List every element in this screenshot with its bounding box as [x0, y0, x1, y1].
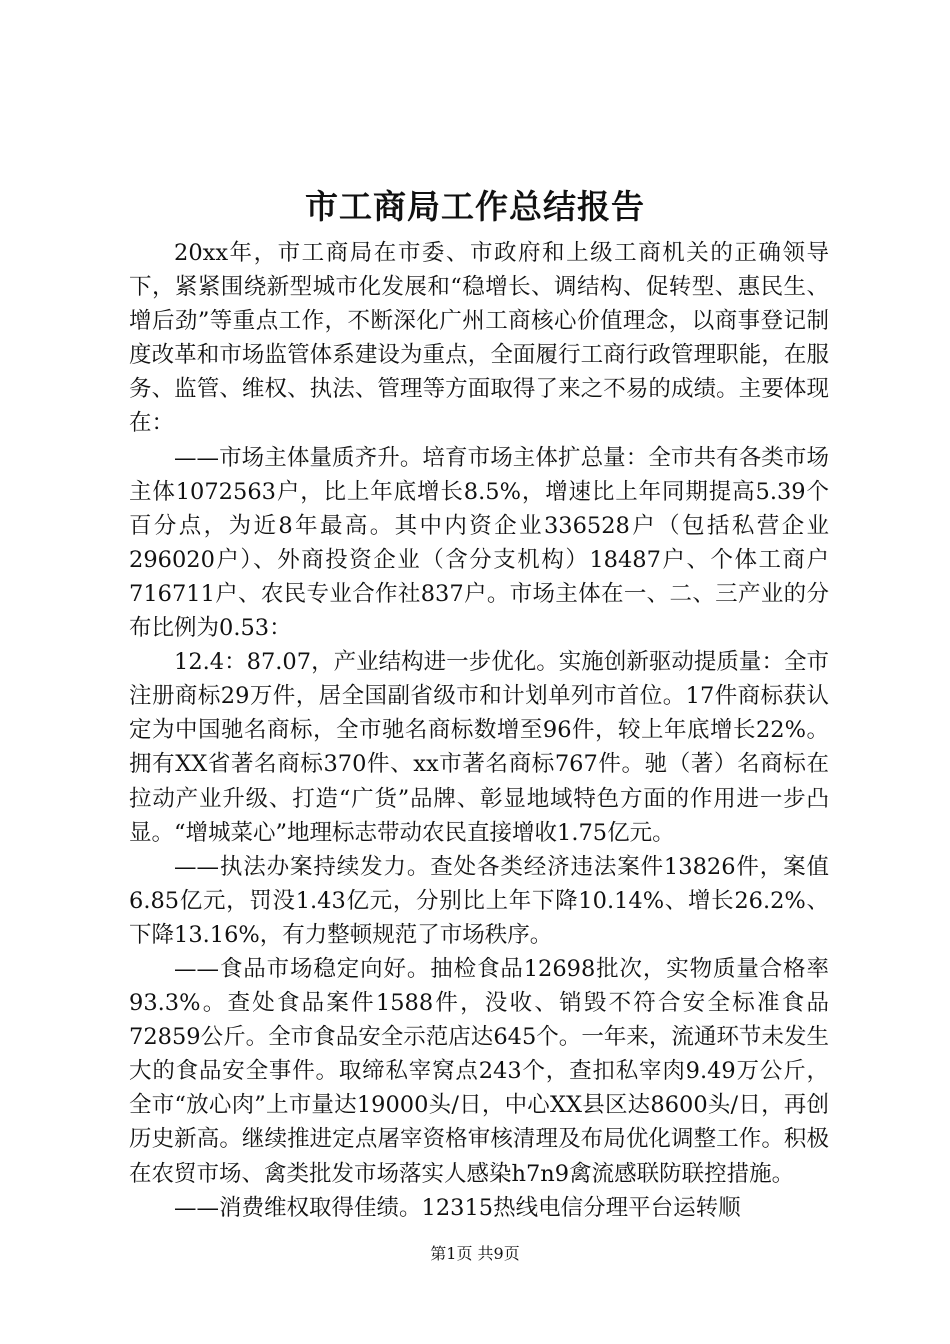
document-title: 市工商局工作总结报告 [305, 187, 645, 226]
paragraph-consumer-rights: ——消费维权取得佳绩。12315热线电信分理平台运转顺 [174, 1194, 741, 1221]
paragraph-industry-structure: 12.4：87.07，产业结构进一步优化。实施创新驱动提质量：全市注册商标29万件，居全国副省级市和计划单列市首位。17件商标获认定为中国驰名商标，全市驰名商标数增至96件，较上年底增长22%。拥有XX省著名商标370件、xx市著名商标767件。驰（著）名商标在拉动产业升级、打造“广货”品牌、彰显地域特色方面的作用进一步凸显。“增城菜心”地理标志带动农民直接增收1.75亿元。 [129, 649, 829, 846]
paragraph-food-market: ——食品市场稳定向好。抽检食品12698批次，实物质量合格率93.3%。查处食品案件1588件，没收、销毁不符合安全标准食品72859公斤。全市食品安全示范店达645个。一年来，流通环节未发生大的食品安全事件。取缔私宰窝点243个，查扣私宰肉9.49万公斤，全市“放心肉”上市量达19000头/日，中心XX县区达8600头/日，再创历史新高。继续推进定点屠宰资格审核清理及布局优化调整工作。积极在农贸市场、禽类批发市场落实人感染h7n9禽流感联防联控措施。 [129, 955, 829, 1187]
paragraph-market-entities: ——市场主体量质齐升。培育市场主体扩总量：全市共有各类市场主体1072563户，比上年底增长8.5%，增速比上年同期提高5.39个百分点，为近8年最高。其中内资企业336528户（包括私营企业296020户）、外商投资企业（含分支机构）18487户、个体工商户716711户、农民专业合作社837户。市场主体在一、二、三产业的分布比例为0.53： [129, 444, 829, 642]
paragraph-intro: 20xx年，市工商局在市委、市政府和上级工商机关的正确领导下，紧紧围绕新型城市化发展和“稳增长、调结构、促转型、惠民生、增后劲”等重点工作，不断深化广州工商核心价值理念，以商事登记制度改革和市场监管体系建设为重点，全面履行工商行政管理职能，在服务、监管、维权、执法、管理等方面取得了来之不易的成绩。主要体现在： [129, 240, 829, 437]
document-body [129, 236, 829, 1225]
page-indicator: 第1页 共9页 [430, 1244, 520, 1263]
paragraph-law-enforcement: ——执法办案持续发力。查处各类经济违法案件13826件，案值6.85亿元，罚没1.43亿元，分别比上年下降10.14%、增长26.2%、下降13.16%，有力整顿规范了市场秩序。 [129, 853, 829, 948]
